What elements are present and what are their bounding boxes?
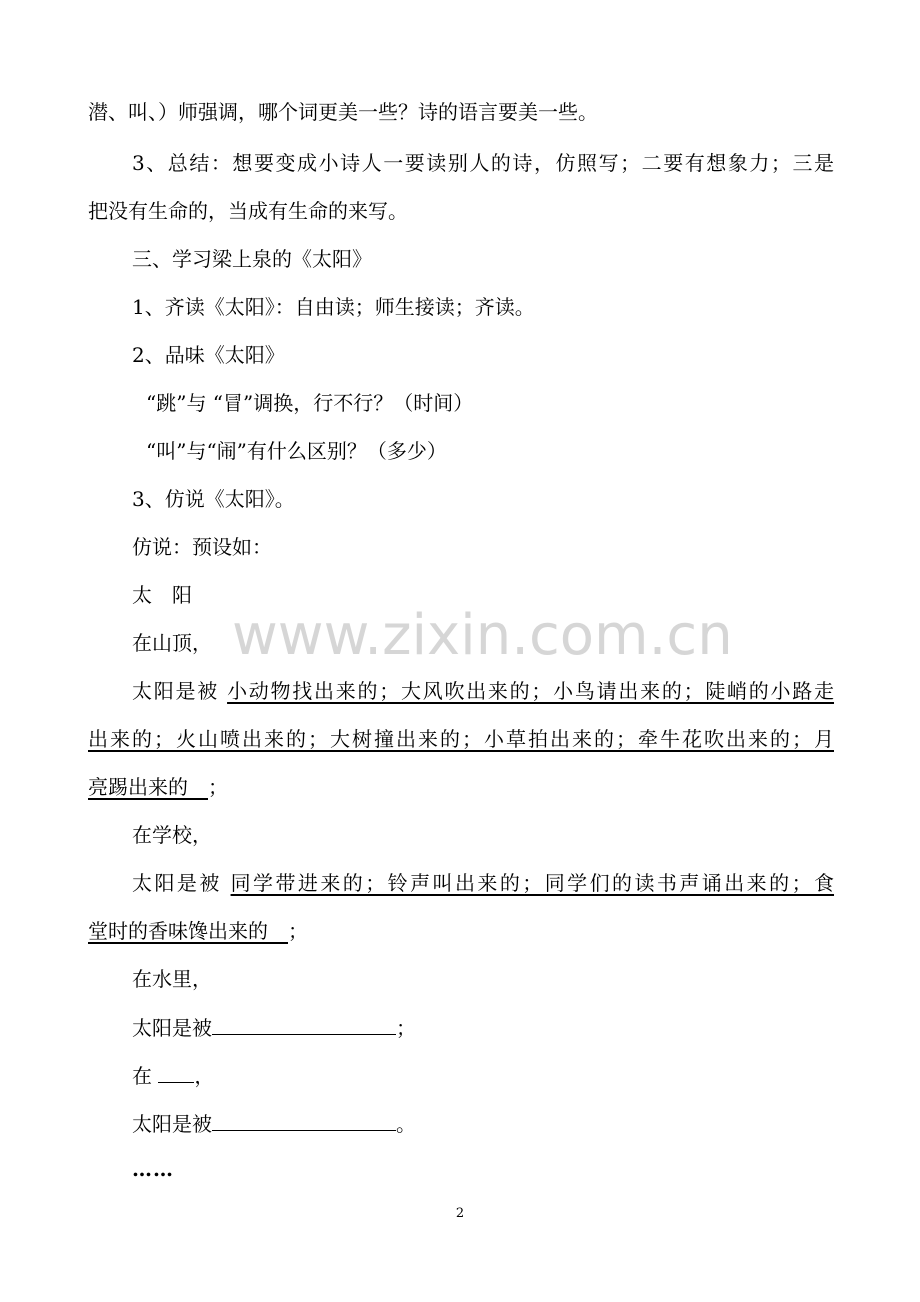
text-line: 潜、叫、）师强调，哪个词更美一些？诗的语言要美一些。 — [88, 100, 598, 124]
line-suffix: 。 — [396, 1112, 416, 1136]
question-2: “叫”与“闹”有什么区别？（多少） — [146, 439, 447, 463]
line-suffix: ； — [396, 1016, 416, 1040]
section-heading: 三、学习梁上泉的《太阳》 — [132, 247, 372, 271]
page-number: 2 — [455, 1206, 465, 1221]
answer-text: 亮踢出来的 — [88, 775, 208, 799]
fill-in-blank[interactable] — [158, 1062, 194, 1083]
line-prefix: 太阳是被 — [132, 1016, 212, 1040]
answer-text: 同学带进来的；铃声叫出来的；同学们的读书声诵出来的；食 — [230, 871, 835, 895]
answer-text: 小动物找出来的；大风吹出来的；小鸟请出来的；陡峭的小路走 — [227, 679, 835, 703]
fill-in-blank[interactable] — [212, 1110, 396, 1131]
poem-line-sun-1 — [132, 678, 834, 704]
line-prefix: 太阳是被 — [132, 679, 228, 703]
poem-line-water: 在水里， — [132, 967, 212, 991]
summary-line: 3、总结：想要变成小诗人一要读别人的诗，仿照写；二要有想象力；三是 — [132, 151, 834, 175]
answer-text-continued: 出来的；火山喷出来的；大树撞出来的；小草拍出来的；牵牛花吹出来的；月 — [88, 727, 834, 751]
answer-text-end — [88, 774, 834, 800]
poem-line-sun-2 — [132, 870, 834, 896]
preset-label: 仿说：预设如： — [132, 535, 272, 559]
poem-line-sun-3 — [132, 1014, 834, 1041]
line-prefix: 太阳是被 — [132, 1112, 212, 1136]
ellipsis: …… — [132, 1157, 174, 1181]
line-suffix: ， — [194, 1064, 215, 1088]
answer-text: 堂时的香味馋出来的 — [88, 919, 288, 943]
fill-in-blank[interactable] — [212, 1014, 396, 1035]
line-prefix: 在 — [132, 1064, 159, 1088]
poem-title: 太 阳 — [132, 583, 192, 607]
line-prefix: 太阳是被 — [132, 871, 231, 895]
line-suffix: ； — [288, 919, 308, 943]
step-2: 2、品味《太阳》 — [132, 343, 285, 367]
question-1: “跳”与 “冒”调换，行不行？（时间） — [146, 391, 474, 415]
answer-text-end — [88, 918, 834, 944]
poem-line-place — [132, 1062, 834, 1089]
poem-line-school: 在学校， — [132, 823, 212, 847]
step-3: 3、仿说《太阳》。 — [132, 487, 295, 511]
summary-line-continued: 把没有生命的，当成有生命的来写。 — [88, 199, 408, 223]
line-suffix: ； — [208, 775, 228, 799]
step-1: 1、齐读《太阳》：自由读；师生接读；齐读。 — [132, 295, 535, 319]
poem-line-sun-4 — [132, 1110, 834, 1137]
watermark: www.zixin.com.cn — [232, 603, 733, 668]
poem-line-mountain: 在山顶， — [132, 631, 212, 655]
